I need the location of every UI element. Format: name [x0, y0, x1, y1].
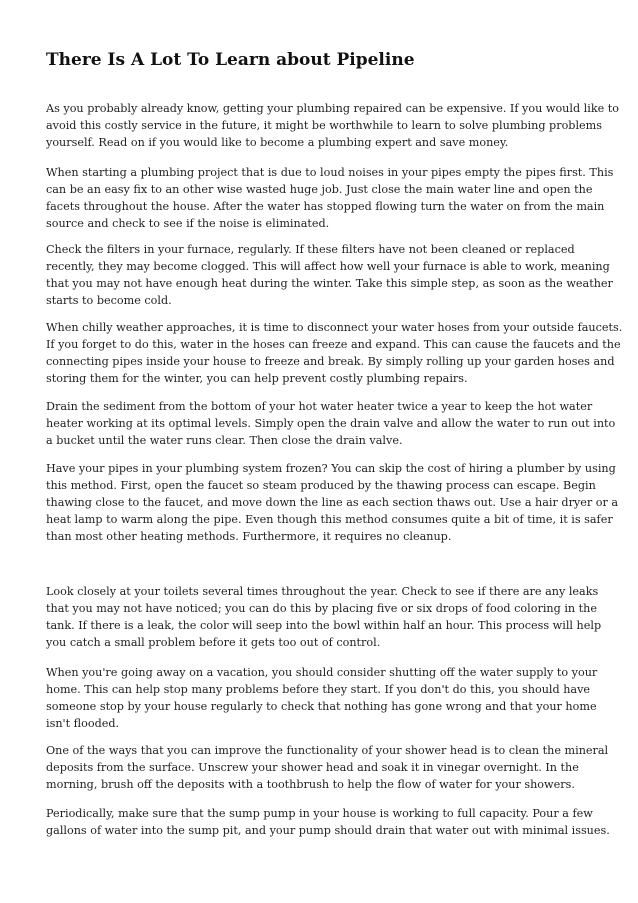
text-line: this method. First, open the faucet so steam produced by the thawing process can escape. Begin — [46, 479, 596, 492]
paragraph — [46, 583, 606, 651]
text-line: As you probably already know, getting your plumbing repaired can be expensive. If you would like to — [46, 102, 620, 115]
text-line: recently, they may become clogged. This will affect how well your furnace is able to work, meaning — [46, 260, 610, 273]
text-line: facets throughout the house. After the water has stopped flowing turn the water on from the main — [46, 200, 605, 213]
text-line: isn't flooded. — [46, 717, 120, 730]
text-line: thawing close to the faucet, and move down the line as each section thaws out. Use a hair dryer or a — [46, 496, 619, 509]
text-line: Check the filters in your furnace, regularly. If these filters have not been cleaned or replaced — [46, 243, 575, 256]
page-title: There Is A Lot To Learn about Pipeline — [46, 50, 415, 70]
paragraph — [46, 742, 609, 793]
text-line: Periodically, make sure that the sump pump in your house is working to full capacity. Pour a few — [46, 807, 593, 820]
paragraph — [46, 100, 620, 151]
text-line: One of the ways that you can improve the functionality of your shower head is to clean the mineral — [46, 744, 609, 757]
text-line: than most other heating methods. Furthermore, it requires no cleanup. — [46, 530, 452, 543]
text-line: deposits from the surface. Unscrew your shower head and soak it in vinegar overnight. In the — [46, 761, 579, 774]
text-line: gallons of water into the sump pit, and your pump should drain that water out with minimal issues. — [46, 824, 610, 837]
text-line: can be an easy fix to an other wise wasted huge job. Just close the main water line and open the — [46, 183, 593, 196]
text-line: heat lamp to warm along the pipe. Even though this method consumes quite a bit of time, it is safer — [46, 513, 613, 526]
text-line: source and check to see if the noise is eliminated. — [46, 217, 330, 230]
text-line: heater working at its optimal levels. Simply open the drain valve and allow the water to run out into — [46, 417, 616, 430]
text-line: someone stop by your house regularly to check that nothing has gone wrong and that your home — [46, 700, 597, 713]
paragraph — [46, 164, 614, 232]
paragraph — [46, 460, 619, 545]
text-line: a bucket until the water runs clear. Then close the drain valve. — [46, 434, 403, 447]
text-line: morning, brush off the deposits with a toothbrush to help the flow of water for your showers. — [46, 778, 575, 791]
text-line: If you forget to do this, water in the hoses can freeze and expand. This can cause the faucets and the — [46, 338, 621, 351]
paragraph — [46, 398, 616, 449]
text-line: home. This can help stop many problems before they start. If you don't do this, you should have — [46, 683, 591, 696]
text-line: that you may not have enough heat during the winter. Take this simple step, as soon as the weather — [46, 277, 613, 290]
text-line: starts to become cold. — [46, 294, 172, 307]
text-line: When chilly weather approaches, it is time to disconnect your water hoses from your outside faucets. — [46, 321, 623, 334]
text-line: that you may not have noticed; you can do this by placing five or six drops of food coloring in the — [46, 602, 597, 615]
text-line: storing them for the winter, you can help prevent costly plumbing repairs. — [46, 372, 468, 385]
text-line: avoid this costly service in the future, it might be worthwhile to learn to solve plumbing problems — [46, 119, 603, 132]
text-line: you catch a small problem before it gets too out of control. — [46, 636, 381, 649]
paragraph — [46, 664, 606, 732]
text-line: Look closely at your toilets several times throughout the year. Check to see if there are any leaks — [46, 585, 599, 598]
paragraph — [46, 241, 613, 309]
paragraph — [46, 319, 623, 387]
paragraph — [46, 805, 610, 839]
text-line: Have your pipes in your plumbing system frozen? You can skip the cost of hiring a plumber by using — [46, 462, 616, 475]
text-line: When you're going away on a vacation, you should consider shutting off the water supply to your — [46, 666, 598, 679]
text-line: connecting pipes inside your house to freeze and break. By simply rolling up your garden hoses and — [46, 355, 615, 368]
text-line: yourself. Read on if you would like to become a plumbing expert and save money. — [46, 136, 509, 149]
text-line: tank. If there is a leak, the color will seep into the bowl within half an hour. This process will help — [46, 619, 602, 632]
text-line: When starting a plumbing project that is due to loud noises in your pipes empty the pipes first. This — [46, 166, 614, 179]
text-line: Drain the sediment from the bottom of your hot water heater twice a year to keep the hot water — [46, 400, 593, 413]
